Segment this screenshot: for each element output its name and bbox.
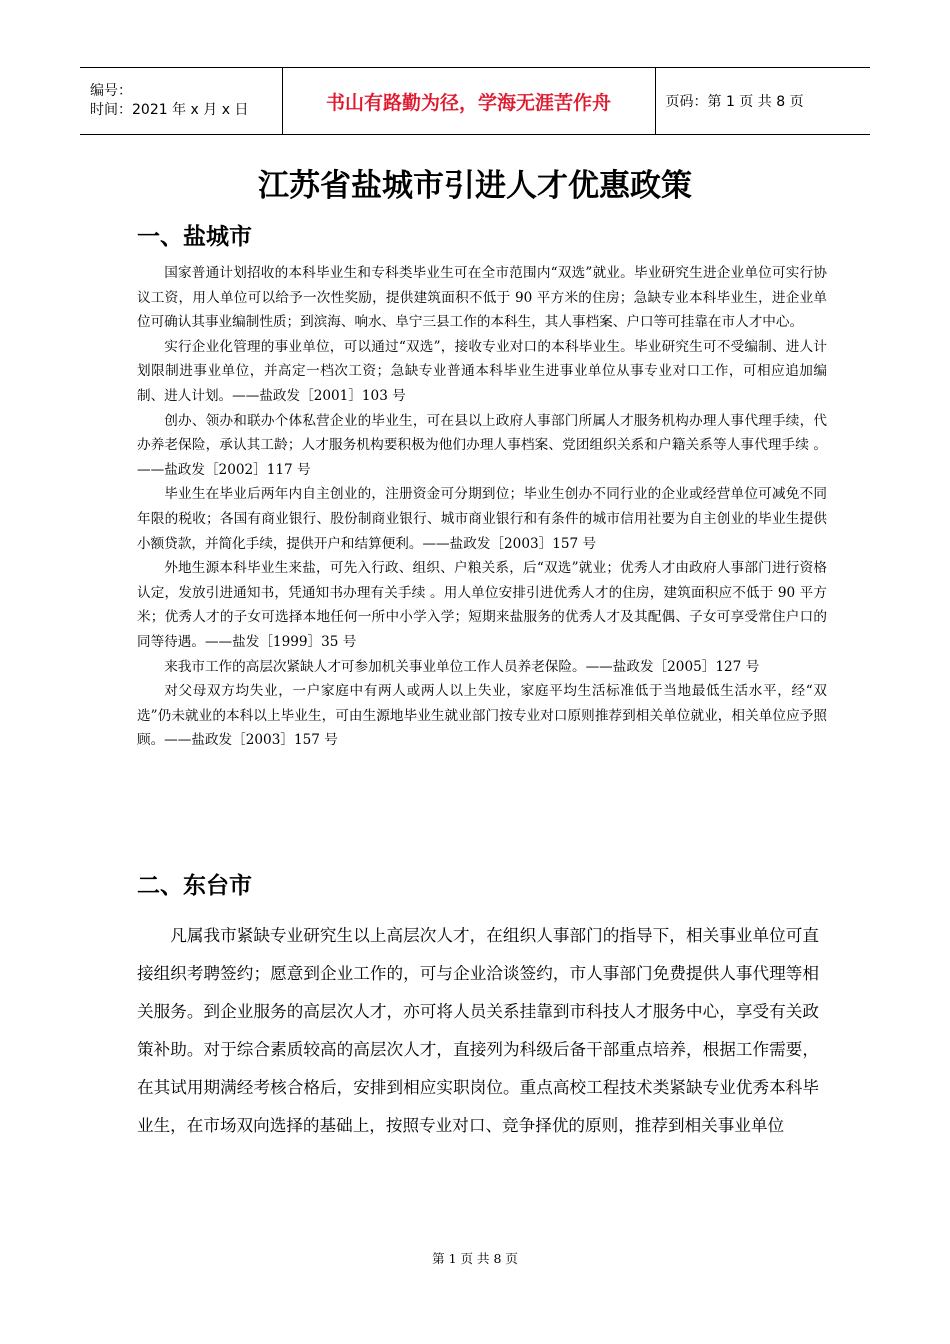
paragraph: 国家普通计划招收的本科毕业生和专科类毕业生可在全市范围内“双选”就业。毕业研究生进企业单位可实行协议工资，用人单位可以给予一次性奖励，提供建筑面积不低于 90 平方米的住房；急缺专业本科毕业生，进企业单位可确认其事业编制性质；到滨海、响水、阜宁三县工作的本科生，其人事档案、户口等可挂靠在市人才中心。 — [137, 265, 827, 331]
document-number-label: 编号： — [90, 83, 132, 99]
header-table — [80, 67, 870, 135]
paragraph: 外地生源本科毕业生来盐，可先入行政、组织、户粮关系，后“双选”就业；优秀人才由政府人事部门进行资格认定，发放引进通知书，凭通知书办理有关手续 。用人单位安排引进优秀人才的住房，建筑面积应不低于 90 平方米；优秀人才的子女可选择本地任何一所中小学入学；短期来盐服务的优秀人才及其配偶、子女可享受常住户口的同等待遇。——盐发［1999］35 号 — [137, 560, 827, 650]
paragraph: 凡属我市紧缺专业研究生以上高层次人才，在组织人事部门的指导下，相关事业单位可直接组织考聘签约；愿意到企业工作的，可与企业洽谈签约，市人事部门免费提供人事代理等相关服务。到企业服务的高层次人才，亦可将人员关系挂靠到市科技人才服务中心，享受有关政策补助。对于综合素质较高的高层次人才，直接列为科级后备干部重点培养，根据工作需要，在其试用期满经考核合格后，安排到相应实职岗位。重点高校工程技术类紧缺专业优秀本科毕业生，在市场双向选择的基础上，按照专业对口、竞争择优的原则，推荐到相关事业单位 — [137, 926, 819, 1135]
paragraph: 实行企业化管理的事业单位，可以通过“双选”，接收专业对口的本科毕业生。毕业研究生可不受编制、进人计划限制进事业单位，并高定一档次工资；急缺专业普通本科毕业生进事业单位从事专业对口工作，可相应追加编制、进人计划。——盐政发［2001］103 号 — [137, 338, 827, 404]
paragraph: 来我市工作的高层次紧缺人才可参加机关事业单位工作人员养老保险。——盐政发［2005］127 号 — [164, 658, 760, 675]
document-title: 江苏省盐城市引进人才优惠政策 — [258, 168, 692, 204]
paragraph: 创办、领办和联办个体私营企业的毕业生，可在县以上政府人事部门所属人才服务机构办理人事代理手续，代办养老保险，承认其工龄；人才服务机构要积极为他们办理人事档案、党团组织关系和户籍关系等人事代理手续 。——盐政发［2002］117 号 — [137, 412, 827, 478]
header-page-info: 页码：第 1 页 共 8 页 — [655, 68, 870, 135]
section-body-yancheng — [137, 261, 827, 753]
paragraph: 毕业生在毕业后两年内自主创业的，注册资金可分期到位；毕业生创办不同行业的企业或经营单位可减免不同年限的税收；各国有商业银行、股份制商业银行、城市商业银行和有条件的城市信用社要为自主创业的毕业生提供小额贷款，并简化手续，提供开户和结算便利。——盐政发［2003］157 号 — [137, 486, 827, 552]
header-meta — [80, 68, 282, 135]
document-date-label: 时间：2021 年 x 月 x 日 — [90, 102, 249, 118]
section-heading-yancheng: 一、盐城市 — [137, 224, 252, 250]
section-heading-dongtai: 二、东台市 — [137, 873, 252, 899]
paragraph: 对父母双方均失业，一户家庭中有两人或两人以上失业，家庭平均生活标准低于当地最低生活水平，经“双选”仍未就业的本科以上毕业生，可由生源地毕业生就业部门按专业对口原则推荐到相关单位就业，相关单位应予照顾。——盐政发［2003］157 号 — [137, 683, 827, 749]
header-motto: 书山有路勤为径，学海无涯苦作舟 — [282, 68, 655, 135]
section-body-dongtai — [137, 917, 819, 1145]
page-footer: 第 1 页 共 8 页 — [432, 1251, 518, 1266]
